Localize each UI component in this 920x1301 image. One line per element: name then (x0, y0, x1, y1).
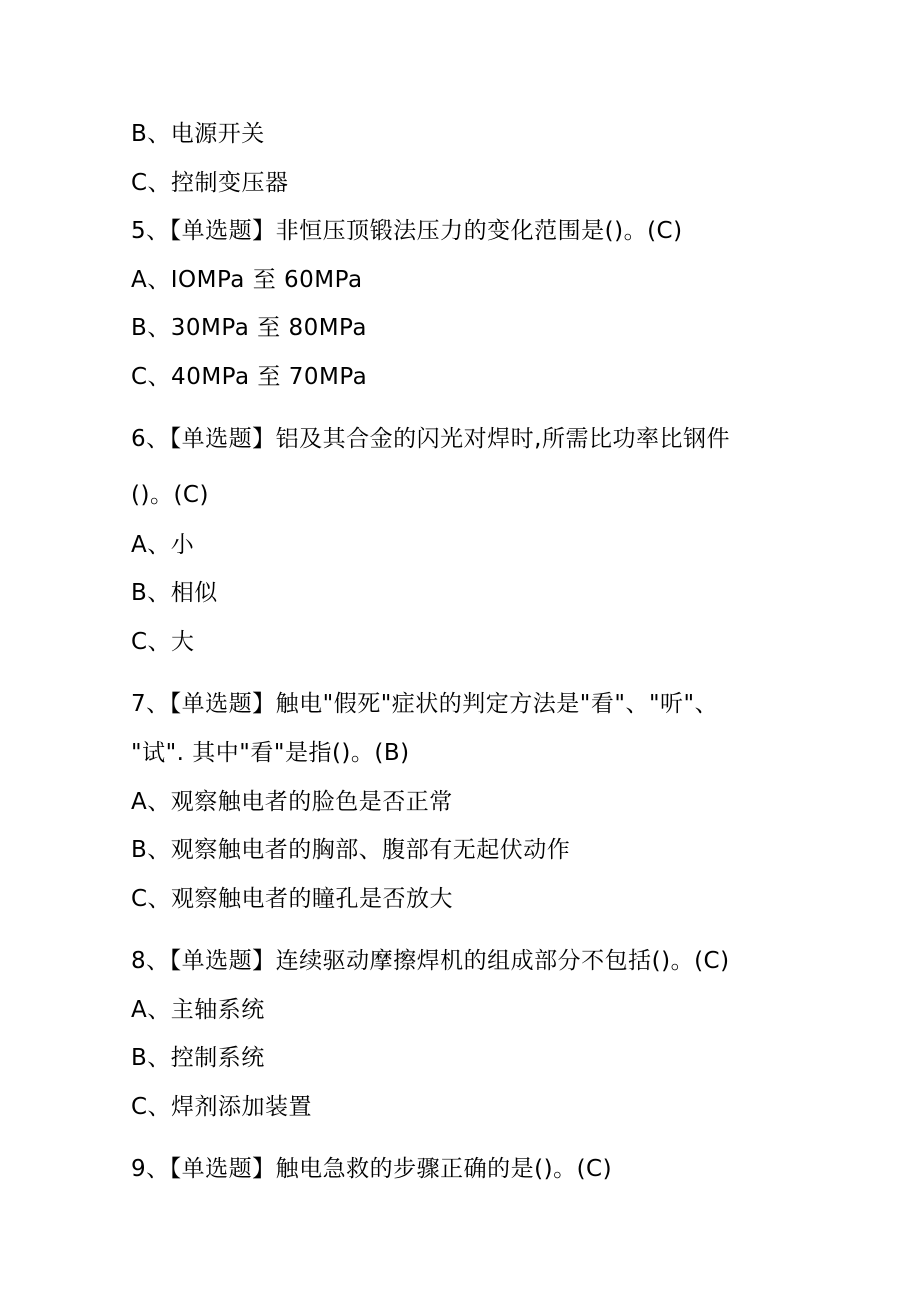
option-c-q6: C、大 (131, 629, 195, 655)
option-b-q4: B、电源开关 (131, 121, 265, 147)
question-5: 5、【单选题】非恒压顶锻法压力的变化范围是()。(C) (131, 218, 683, 244)
question-7-line-1: 7、【单选题】触电"假死"症状的判定方法是"看"、"听"、 (131, 691, 719, 717)
option-b-q8: B、控制系统 (131, 1045, 265, 1071)
option-c-q7: C、观察触电者的瞳孔是否放大 (131, 886, 454, 912)
option-b-q6: B、相似 (131, 580, 218, 606)
question-9: 9、【单选题】触电急救的步骤正确的是()。(C) (131, 1156, 613, 1182)
option-b-q7: B、观察触电者的胸部、腹部有无起伏动作 (131, 837, 571, 863)
question-7-line-2: "试". 其中"看"是指()。(B) (131, 740, 410, 766)
option-c-q5: C、40MPa 至 70MPa (131, 364, 368, 390)
question-6-line-2: ()。(C) (131, 482, 209, 508)
option-a-q8: A、主轴系统 (131, 997, 265, 1023)
option-a-q7: A、观察触电者的脸色是否正常 (131, 789, 453, 815)
option-a-q6: A、小 (131, 532, 195, 558)
question-8: 8、【单选题】连续驱动摩擦焊机的组成部分不包括()。(C) (131, 948, 730, 974)
option-b-q5: B、30MPa 至 80MPa (131, 315, 367, 341)
option-a-q5: A、IOMPa 至 60MPa (131, 267, 363, 293)
option-c-q8: C、焊剂添加装置 (131, 1094, 313, 1120)
option-c-q4: C、控制变压器 (131, 170, 289, 196)
question-6-line-1: 6、【单选题】铝及其合金的闪光对焊时,所需比功率比钢件 (131, 426, 730, 452)
